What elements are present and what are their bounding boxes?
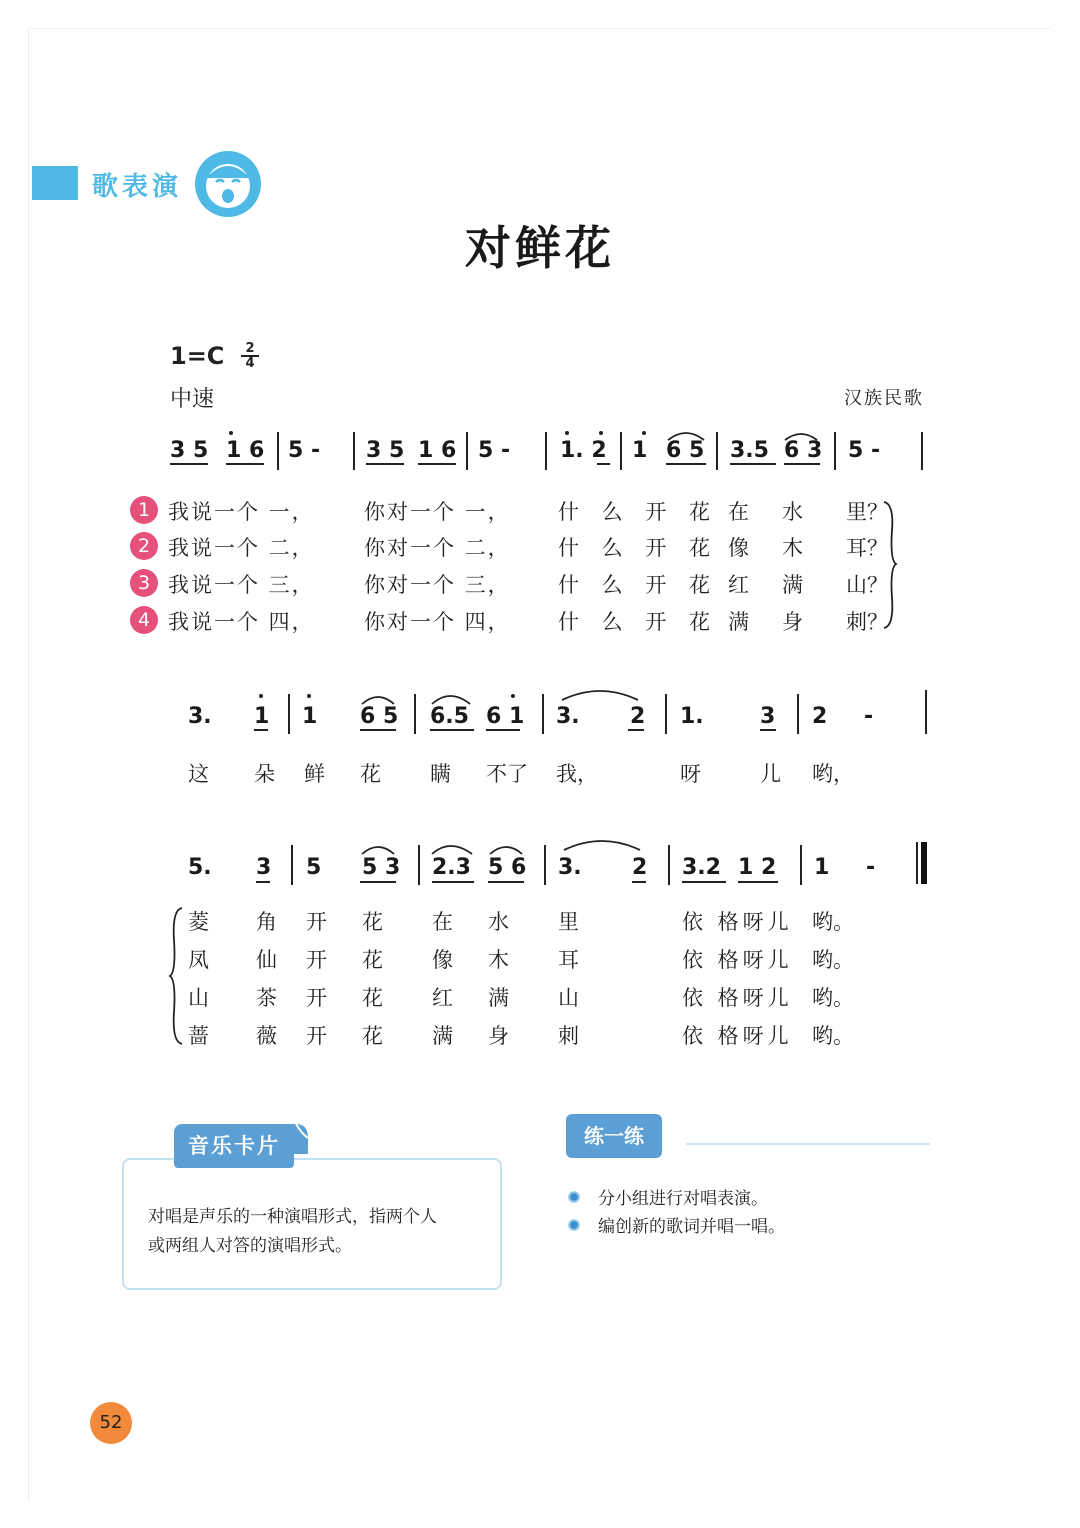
key-signature: 1=C (170, 342, 225, 370)
lyric-word: 呀 (680, 762, 701, 786)
verse-lyric: 你对一个 一， (364, 500, 511, 524)
music-card-title: 音乐卡片 (174, 1124, 294, 1168)
verse-lyric: 里？ (846, 500, 888, 524)
composer-credit: 汉族民歌 (844, 388, 924, 409)
lyric-word: 开 (306, 910, 327, 934)
lyric-word: 花 (362, 910, 383, 934)
verse-number: 3 (130, 569, 158, 597)
note-group: 3 (256, 855, 272, 880)
lyric-word: 依 格呀儿 (682, 948, 793, 972)
note-group: 1 6 (226, 438, 265, 463)
note-group: 5 6 (488, 855, 527, 880)
lyric-word: 哟。 (812, 948, 854, 972)
note-group: 5 - (288, 438, 321, 463)
lyric-word: 这 (188, 762, 209, 786)
section-label: 歌表演 (92, 172, 183, 202)
lyric-word: 仙 (256, 948, 277, 972)
notation-marks (180, 832, 900, 892)
right-brace (880, 500, 900, 630)
lyric-word: 耳 (558, 948, 579, 972)
left-brace (166, 906, 186, 1046)
lyric-word: 花 (362, 948, 383, 972)
time-signature (241, 342, 259, 370)
lyric-word: 木 (488, 948, 509, 972)
lyric-word: 哟。 (812, 1024, 854, 1048)
lyric-word: 像 (432, 948, 453, 972)
note-group: 6 3 (784, 438, 823, 463)
lyric-word: 依 格呀儿 (682, 986, 793, 1010)
lyric-word: 开 (306, 1024, 327, 1048)
lyric-word: 哟。 (812, 986, 854, 1010)
note-group: 3 (760, 704, 776, 729)
lyric-word: 花 (362, 986, 383, 1010)
note-group: 1 2 (738, 855, 777, 880)
note-group: 2 (632, 855, 648, 880)
verse-lyric: 我说一个 三， (168, 573, 315, 597)
note-group: 6.5 (430, 704, 469, 729)
lyric-word: 哟， (812, 762, 854, 786)
lyric-word: 依 格呀儿 (682, 910, 793, 934)
verse-lyric: 山？ (846, 573, 888, 597)
verse-lyric: 你对一个 二， (364, 536, 511, 560)
note-group: 5 (306, 855, 322, 880)
verse-lyric: 我说一个 四， (168, 610, 315, 634)
lyric-word: 花 (362, 1024, 383, 1048)
final-barline-thin (916, 842, 918, 884)
lyric-word: 水 (488, 910, 509, 934)
time-sig-bottom: 4 (245, 356, 255, 371)
verse-lyric: 像 (728, 536, 749, 560)
note-group: 6 5 (666, 438, 705, 463)
lyric-word: 红 (432, 986, 453, 1010)
lyric-word: 不了 (486, 762, 528, 786)
lyric-word: 满 (432, 1024, 453, 1048)
verse-number: 2 (130, 532, 158, 560)
lyric-word: 薇 (256, 1024, 277, 1048)
verse-lyric: 我说一个 二， (168, 536, 315, 560)
lyric-word: 角 (256, 910, 277, 934)
note-group: 3 5 (170, 438, 209, 463)
music-card-line: 或两组人对答的演唱形式。 (148, 1236, 352, 1256)
lyric-word: 刺 (558, 1024, 579, 1048)
note-group: 5. (188, 855, 212, 880)
lyric-word: 在 (432, 910, 453, 934)
verse-number: 4 (130, 606, 158, 634)
note-group: 5 3 (362, 855, 401, 880)
tempo-marking: 中速 (170, 387, 215, 412)
note-group: 3.5 (730, 438, 769, 463)
verse-lyric: 什 么 开 花 (558, 500, 719, 524)
verse-lyric: 刺？ (846, 610, 888, 634)
music-card-line: 对唱是声乐的一种演唱形式，指两个人 (148, 1207, 437, 1227)
divider (686, 1143, 930, 1145)
note-group: 3. (558, 855, 582, 880)
note-group: 6 5 (360, 704, 399, 729)
note-group: 2.3 (432, 855, 471, 880)
note-group: 1 (302, 704, 318, 729)
note-group: 2 (812, 704, 828, 729)
notation-marks (180, 682, 940, 742)
verse-lyric: 满 (728, 610, 749, 634)
lyric-word: 哟。 (812, 910, 854, 934)
verse-lyric: 满 (782, 573, 803, 597)
verse-lyric: 什 么 开 花 (558, 573, 719, 597)
verse-lyric: 身 (782, 610, 803, 634)
note-group: 2 (630, 704, 646, 729)
lyric-word: 鲜 (304, 762, 325, 786)
time-sig-top: 2 (241, 342, 259, 357)
practice-item: 编创新的歌词并唱一唱。 (598, 1217, 785, 1237)
lyric-word: 山 (558, 986, 579, 1010)
song-title: 对鲜花 (465, 221, 615, 275)
practice-item: 分小组进行对唱表演。 (598, 1189, 768, 1209)
note-group: 3.2 (682, 855, 721, 880)
note-group: 6 1 (486, 704, 525, 729)
note-group: 3. (556, 704, 580, 729)
lyric-word: 儿 (760, 762, 781, 786)
verse-lyric: 在 (728, 500, 749, 524)
lyric-word: 满 (488, 986, 509, 1010)
note-group: - (864, 704, 874, 729)
verse-lyric: 我说一个 一， (168, 500, 315, 524)
lyric-word: 开 (306, 948, 327, 972)
lyric-word: 身 (488, 1024, 509, 1048)
lyric-word: 依 格呀儿 (682, 1024, 793, 1048)
practice-title: 练一练 (566, 1114, 662, 1158)
verse-lyric: 耳？ (846, 536, 888, 560)
note-group: - (866, 855, 876, 880)
section-bar (32, 166, 78, 200)
verse-lyric: 木 (782, 536, 803, 560)
lyric-word: 开 (306, 986, 327, 1010)
note-group: 3. (188, 704, 212, 729)
verse-lyric: 什 么 开 花 (558, 536, 719, 560)
lyric-word: 瞒 (430, 762, 451, 786)
note-group: 3 5 (366, 438, 405, 463)
bullet-icon (568, 1191, 580, 1203)
note-group: 5 - (848, 438, 881, 463)
final-barline-thick (921, 842, 927, 884)
note-group: 1. 2 (560, 438, 607, 463)
note-group: 1 (814, 855, 830, 880)
note-group: 5 - (478, 438, 511, 463)
note-group: 1 (632, 438, 648, 463)
note-group: 1 (254, 704, 270, 729)
verse-lyric: 红 (728, 573, 749, 597)
lyric-word: 茶 (256, 986, 277, 1010)
lyric-word: 花 (360, 762, 381, 786)
lyric-word: 菱 (188, 910, 209, 934)
lyric-word: 里 (558, 910, 579, 934)
lyric-word: 山 (188, 986, 209, 1010)
bullet-icon (568, 1219, 580, 1231)
lyric-word: 蔷 (188, 1024, 209, 1048)
verse-number: 1 (130, 496, 158, 524)
note-group: 1. (680, 704, 704, 729)
verse-lyric: 你对一个 三， (364, 573, 511, 597)
verse-lyric: 你对一个 四， (364, 610, 511, 634)
lyric-word: 凤 (188, 948, 209, 972)
lyric-word: 我， (556, 762, 598, 786)
music-card-text (148, 1203, 488, 1261)
lyric-word: 朵 (254, 762, 275, 786)
note-group: 1 6 (418, 438, 457, 463)
notation-marks (160, 420, 930, 480)
verse-lyric: 水 (782, 500, 803, 524)
verse-lyric: 什 么 开 花 (558, 610, 719, 634)
singing-face-icon (192, 148, 264, 220)
page-number: 52 (90, 1402, 132, 1444)
page-curl-icon (280, 1120, 310, 1156)
